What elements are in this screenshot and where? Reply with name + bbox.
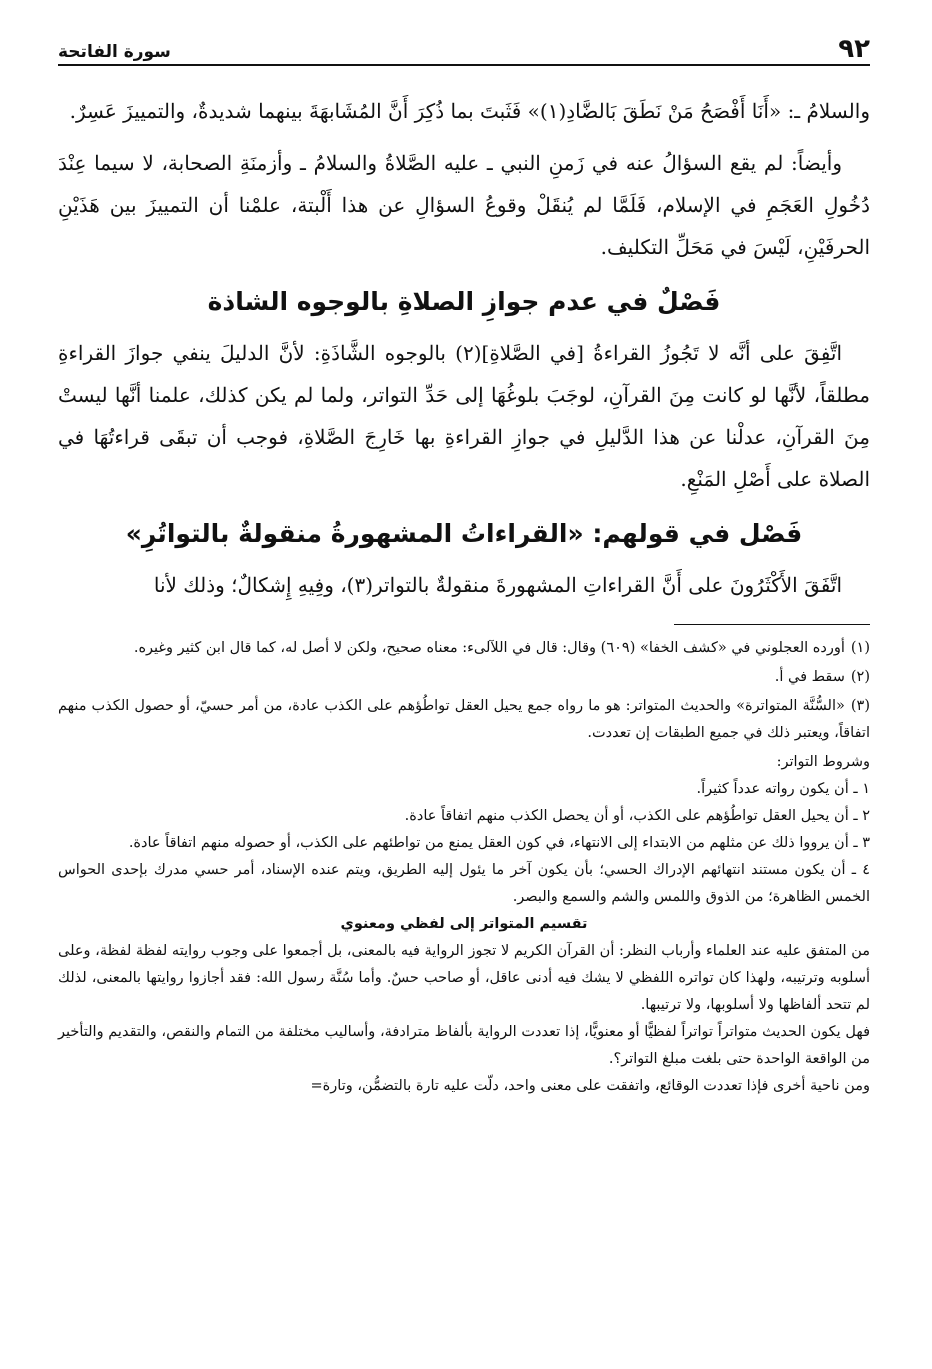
condition-3: ٣ ـ أن يرووا ذلك عن مثلهم من الابتداء إلى الانتهاء، في كون العقل يمنع من تواطئهم على الكذب، أو حصوله منهم اتفاقاً عادة.: [128, 835, 870, 851]
division-paragraph-1: من المتفق عليه عند العلماء وأرباب النظر: أن القرآن الكريم لا تجوز الرواية فيه بالمعنى، بل أجمعوا على وجوب روايته لفظة لفظة، وعلى أسلوبه وترتيبه، ولهذا كان تواتره اللفظي لا يشك فيه أدنى عاقل، أو صاحب حسٌ. وأما سُنَّة رسول الله: فقد أجازوا روايتها بالمعنى، لذلك لم تتحد ألفاظها ولا أسلوبها، ولا ترتيبها.: [58, 943, 870, 1013]
surah-title: سورة الفاتحة: [58, 42, 171, 62]
section-heading-2: فَصْل في قولهم: «القراءاتُ المشهورةُ منقولةٌ بالتواتُرِ»: [125, 519, 803, 548]
condition-2: ٢ ـ أن يحيل العقل تواطُؤهم على الكذب، أو أن يحصل الكذب منهم اتفاقاً عادة.: [404, 808, 870, 824]
body-paragraph-3: اتَّفِقَ على أنَّه لا تَجُوزُ القراءةُ [في الصَّلاةِ](٢) بالوجوه الشَّاذَةِ: لأنَّ الدليلَ ينفي جوازَ القراءةِ مطلقاً، لأنَّها لو كانت مِنَ القرآنِ، لوجَبَ بلوغُهَا إلى حَدِّ التواتر، ولما لم يكن كذلك، علمنا أنَّها ليستْ مِنَ القرآنِ، عدلْنا عن هذا الدَّليلِ في جوازِ القراءةِ بها خَارِجَ الصَّلاةِ، فوجب أن تبقَى قراءتُهَا في الصلاة على أَصْلِ المَنْعِ.: [58, 341, 870, 491]
footnote-2-number: (٢): [850, 669, 870, 685]
footnote-2: [58, 664, 870, 691]
section-heading-1: فَصْلٌ في عدم جوازِ الصلاةِ بالوجوه الشاذة: [207, 287, 721, 316]
book-page: [58, 28, 870, 1369]
footnote-1-text: أورده العجلوني في «كشف الخفا» (٦٠٩) وقال: قال في اللآلىء: معناه صحيح، ولكن لا أصل له، كما قال ابن كثير وغيره.: [133, 640, 845, 656]
footnote-3: [58, 693, 870, 747]
footnote-subheading: تقسيم المتواتر إلى لفظي ومعنوي: [340, 916, 588, 932]
footnote-1-number: (١): [850, 640, 870, 656]
footnotes: [58, 635, 870, 1100]
division-paragraph-3: ومن ناحية أخرى فإذا تعددت الوقائع، واتفقت على معنى واحد، دلّت عليه تارة بالتضمُّن، وتارة=: [310, 1078, 870, 1094]
footnote-2-text: سقط في أ.: [774, 669, 845, 685]
conditions-title: وشروط التواتر:: [776, 754, 870, 770]
footnote-3-text: «السُّنَّة المتواترة» والحديث المتواتر: هو ما رواه جمع يحيل العقل تواطُؤهم على الكذب عادة، من أمر حسيّ، أو حصول الكذب منهم اتفاقاً، ويعتبر ذلك في جميع الطبقات إن تعددت.: [58, 698, 870, 741]
division-paragraph-2: فهل يكون الحديث متواتراً تواتراً لفظيًّا أو معنويًّا، إذا تعددت الرواية بألفاظ مترادفة، وأساليب مختلفة من التمام والنقص، والتقديم والتأخير من الواقعة الواحدة حتى بلغت مبلغ التواتر؟.: [58, 1024, 870, 1067]
condition-1: ١ ـ أن يكون رواته عدداً كثيراً.: [696, 781, 870, 797]
running-header: [58, 28, 870, 66]
footnote-3-number: (٣): [850, 698, 870, 714]
body-paragraph-1: والسلامُ ـ: «أَنَا أَفْصَحُ مَنْ نَطَقَ بَالضَّادِ(١)» فَثَبتَ بما ذُكِرَ أَنَّ المُشَابهَةَ بينهما شديدةٌ، والتمييزَ عَسِرٌ.: [69, 99, 870, 123]
footnote-separator: [674, 624, 870, 625]
footnote-1: [58, 635, 870, 662]
page-number: ٩٢: [838, 34, 870, 64]
body-paragraph-2: وأيضاً: لم يقع السؤالُ عنه في زَمنِ النبي ـ عليه الصَّلاةُ والسلامُ ـ وأزمنَةِ الصحابة، لا سيما عِنْدَ دُخُولِ العَجَمِ في الإسلام، فَلَمَّا لم يُنقَلْ وقوعُ السؤالِ عن هذا أَلْبتة، علمْنا أن التمييزَ بين هَذَيْنِ الحرفَيْنِ، لَيْسَ في مَحَلِّ التكليف.: [58, 151, 870, 259]
condition-4: ٤ ـ أن يكون مستند انتهائهم الإدراك الحسي؛ بأن يكون آخر ما يئول إليه الطريق، ويتم عنده الإسناد، أمر حسي مدرك بإحدى الحواس الخمس الظاهرة؛ من الذوق واللمس والشم والسمع والبصر.: [58, 862, 870, 905]
main-text: [58, 90, 870, 606]
body-paragraph-4: اتَّفَقَ الأَكْثَرُونَ على أَنَّ القراءاتِ المشهورةَ منقولةٌ بالتواتر(٣)، وفِيهِ إِشكالٌ؛ وذلك لأنا: [153, 573, 842, 597]
